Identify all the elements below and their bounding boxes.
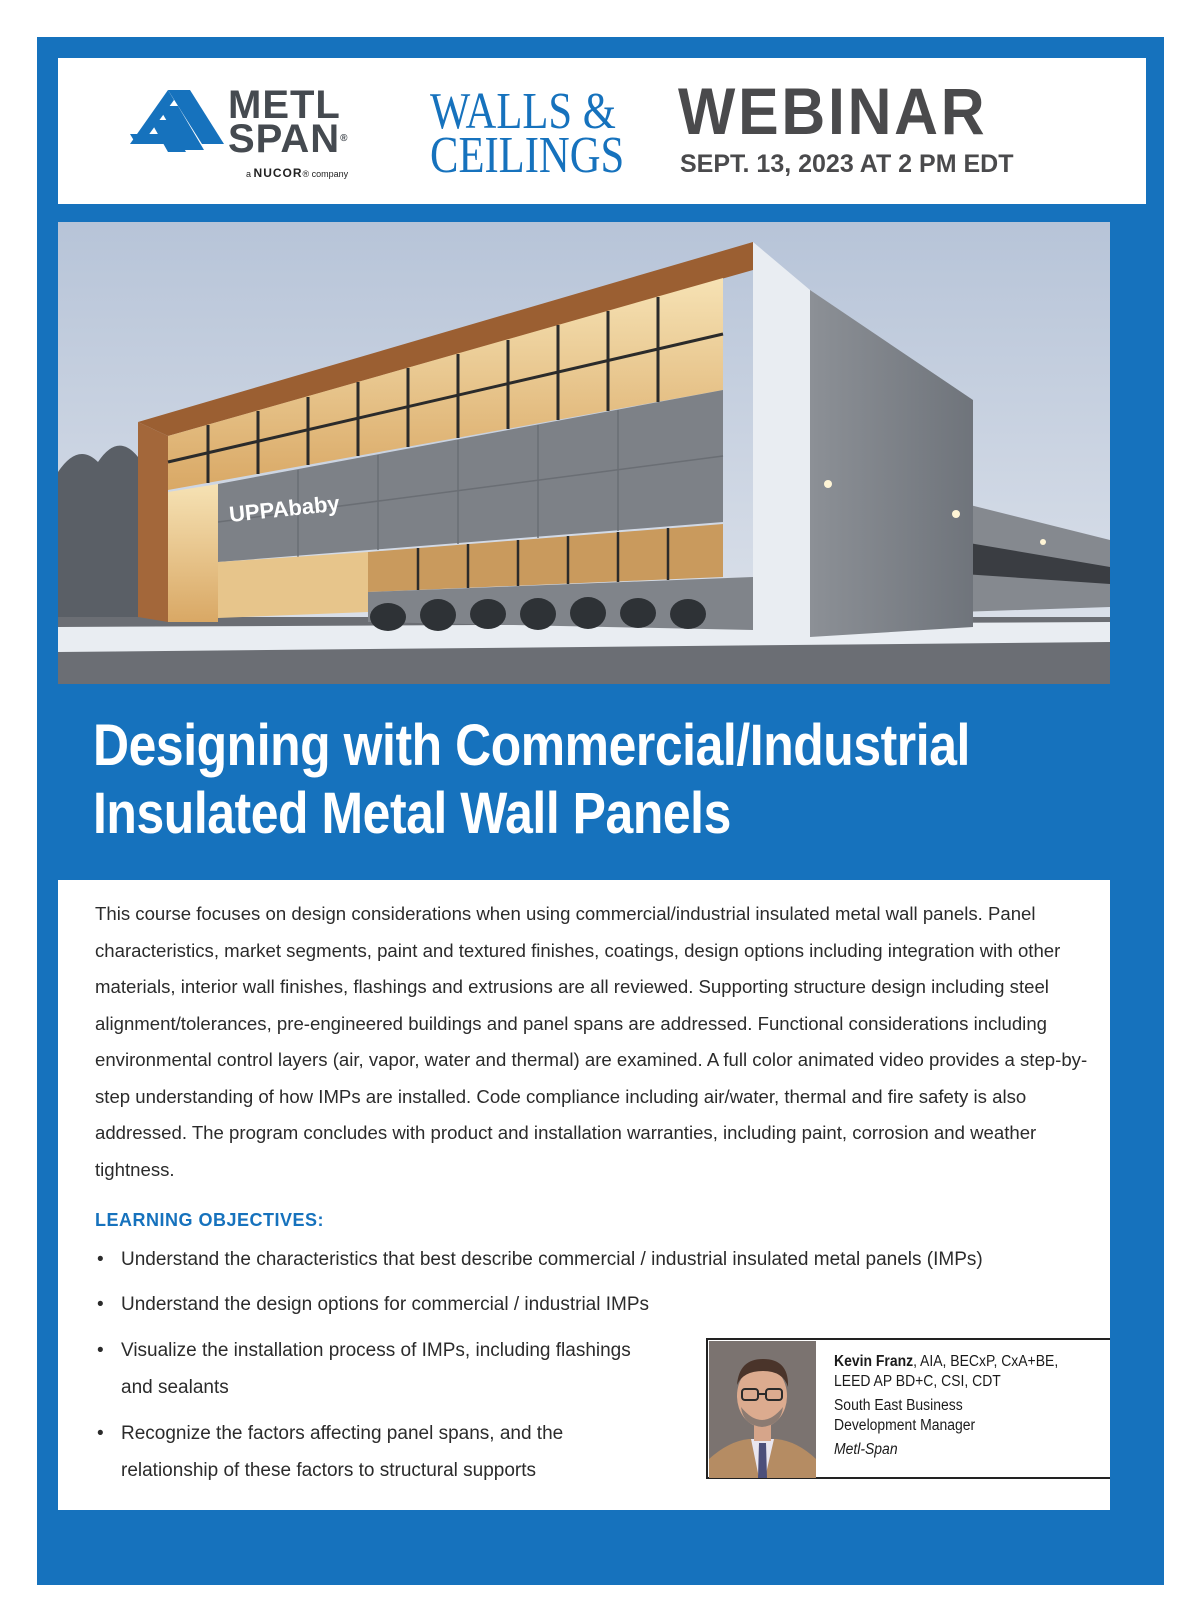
- event-type: WEBINAR: [678, 74, 988, 148]
- speaker-title-2: Development Manager: [834, 1417, 976, 1434]
- title-line-2: Insulated Metal Wall Panels: [93, 781, 731, 846]
- speaker-company: Metl-Span: [834, 1441, 898, 1458]
- speaker-credentials-2: LEED AP BD+C, CSI, CDT: [834, 1373, 1001, 1390]
- event-date: SEPT. 13, 2023 AT 2 PM EDT: [680, 150, 1014, 178]
- list-item: • Understand the characteristics that best describe commercial / industrial insulated metal panels (IMPs): [95, 1242, 1105, 1279]
- walls-ceilings-line1: WALLS &: [430, 83, 616, 140]
- walls-ceilings-line2: CEILINGS: [430, 127, 625, 184]
- content-panel: [58, 880, 1110, 1510]
- metl-span-wordmark: METL SPAN®: [228, 83, 349, 161]
- course-description: This course focuses on design considerations when using commercial/industrial insulated metal wall panels. Panel characteristics, market segments, paint and textured finishes, coatings, design options including integration with other materials, interior wall finishes, flashings and extrusions are all reviewed. Supporting structure design including steel alignment/tolerances, pre-engineered buildings and panel spans are addressed. Functional considerations including environmental control layers (air, vapor, water and thermal) are examined. A full color animated video provides a step-by-step understanding of how IMPs are installed. Code compliance including air/water, thermal and fire safety is also addressed. The program concludes with product and installation warranties, including paint, corrosion and weather tightness.: [95, 903, 1088, 1180]
- building-photo: [58, 222, 1110, 684]
- metl-span-mark-icon: [128, 88, 228, 158]
- page-title: [93, 712, 1123, 848]
- header: [58, 58, 1146, 204]
- speaker-card: [706, 1338, 1110, 1479]
- speaker-name: Kevin Franz: [834, 1353, 914, 1370]
- list-item: • Visualize the installation process of IMPs, including flashings and sealants: [95, 1333, 635, 1406]
- speaker-portrait: [709, 1341, 816, 1478]
- speaker-info: [834, 1352, 1104, 1460]
- speaker-title-1: South East Business: [834, 1397, 963, 1414]
- walls-ceilings-logo: [430, 83, 660, 186]
- metl-span-logo: [128, 83, 388, 183]
- building-illustration: [58, 222, 1110, 684]
- title-line-1: Designing with Commercial/Industrial: [93, 713, 970, 778]
- objectives-heading: LEARNING OBJECTIVES:: [95, 1210, 325, 1230]
- speaker-credentials: , AIA, BECxP, CxA+BE,: [913, 1353, 1059, 1370]
- avatar: [709, 1341, 816, 1478]
- list-item: • Understand the design options for commercial / industrial IMPs: [95, 1287, 1105, 1324]
- list-item: • Recognize the factors affecting panel spans, and the relationship of these factors to structural supports: [95, 1416, 635, 1489]
- building-sign-text: UPPAbaby: [227, 490, 341, 527]
- nucor-tagline: a NUCOR® company: [246, 166, 349, 180]
